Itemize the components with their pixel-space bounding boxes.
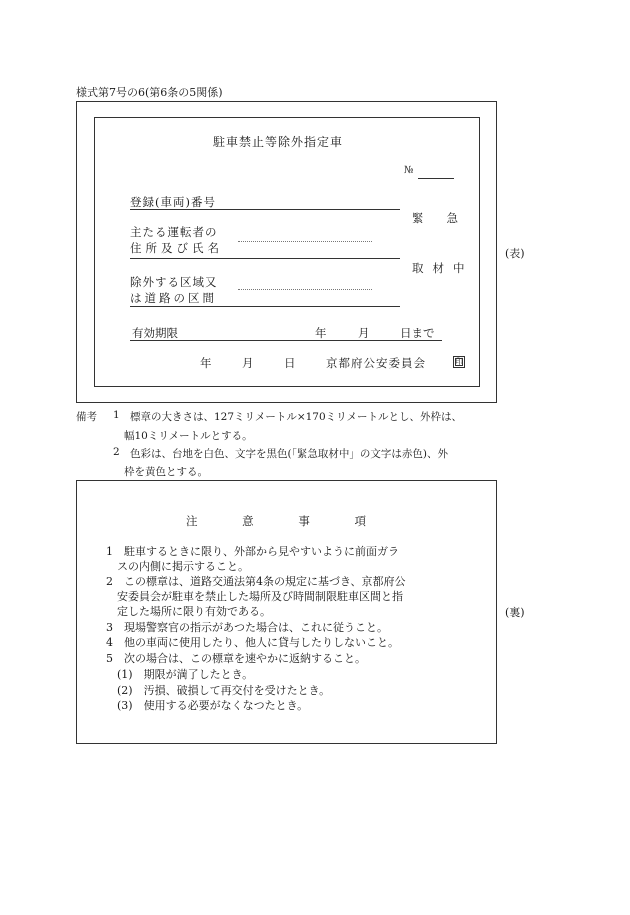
validity-line [130, 340, 442, 341]
notice-line: (3) 使用する必要がなくなつたとき。 [106, 699, 309, 712]
back-title-char: 項 [354, 514, 366, 528]
notice-line: 2 この標章は、道路交通法第4条の規定に基づき、京都府公 [106, 575, 406, 588]
notice-line: (1) 期限が満了したとき。 [106, 668, 254, 681]
validity-year: 年 [315, 326, 327, 340]
seal-icon: 印 [455, 357, 463, 366]
validity-month: 月 [358, 326, 370, 340]
number-line [418, 178, 454, 179]
issuer: 京都府公安委員会 [326, 356, 426, 370]
front-side-label: (表) [505, 247, 525, 260]
back-title-char: 注 [186, 514, 198, 528]
notice-line: 5 次の場合は、この標章を速やかに返納すること。 [106, 652, 366, 665]
remark2-line2: 枠を黄色とする。 [124, 466, 208, 478]
area-line [130, 306, 400, 307]
notice-line: 安委員会が駐車を禁止した場所及び時間制限駐車区間と指 [106, 590, 403, 603]
remark1-line2: 幅10ミリメートルとする。 [124, 430, 253, 442]
remark1-line1: 標章の大きさは、127ミリメートル×170ミリメートルとし、外枠は、 [130, 411, 462, 423]
remarks-label: 備考 [76, 411, 97, 423]
issue-day: 日 [284, 356, 296, 370]
form-label: 様式第7号の6(第6条の5関係) [76, 86, 223, 99]
notice-line: 4 他の車両に使用したり、他人に貸与したりしないこと。 [106, 636, 399, 649]
notice-line: (2) 汚損、破損して再交付を受けたとき。 [106, 684, 331, 697]
remark2-line1: 色彩は、台地を白色、文字を黒色(「緊急取材中」の文字は赤色)、外 [130, 448, 448, 460]
front-title: 駐車禁止等除外指定車 [213, 135, 344, 149]
number-label: № [404, 165, 414, 176]
issue-year: 年 [200, 356, 212, 370]
urgent-line2: 取材中 [412, 261, 474, 275]
driver-label-line2: 住所及び氏名 [130, 241, 223, 255]
back-title [186, 513, 366, 529]
validity-label: 有効期限 [132, 326, 178, 340]
registration-line [130, 209, 400, 210]
back-title-char: 意 [242, 514, 254, 528]
notice-line: 3 現場警察官の指示があつた場合は、これに従うこと。 [106, 621, 388, 634]
remark1-number: 1 [113, 409, 120, 421]
registration-label: 登録(車両)番号 [130, 195, 216, 209]
remark2-number: 2 [113, 446, 120, 458]
notice-line: 1 駐車するときに限り、外部から見やすいように前面ガラ [106, 545, 399, 558]
notice-line: スの内側に掲示すること。 [106, 560, 249, 573]
area-label-line1: 除外する区域又 [130, 275, 218, 289]
back-title-char: 事 [298, 514, 310, 528]
back-side-label: (裏) [505, 606, 525, 619]
driver-line [130, 258, 400, 259]
notice-line: 定した場所に限り有効である。 [106, 605, 271, 618]
area-dotted-line [238, 289, 372, 290]
issue-month: 月 [242, 356, 254, 370]
driver-label-line1: 主たる運転者の [130, 225, 218, 239]
area-label-line2: は道路の区間 [130, 291, 217, 305]
urgent-line1: 緊 急 [412, 211, 458, 225]
driver-dotted-line [238, 241, 372, 242]
validity-day: 日まで [400, 326, 435, 340]
